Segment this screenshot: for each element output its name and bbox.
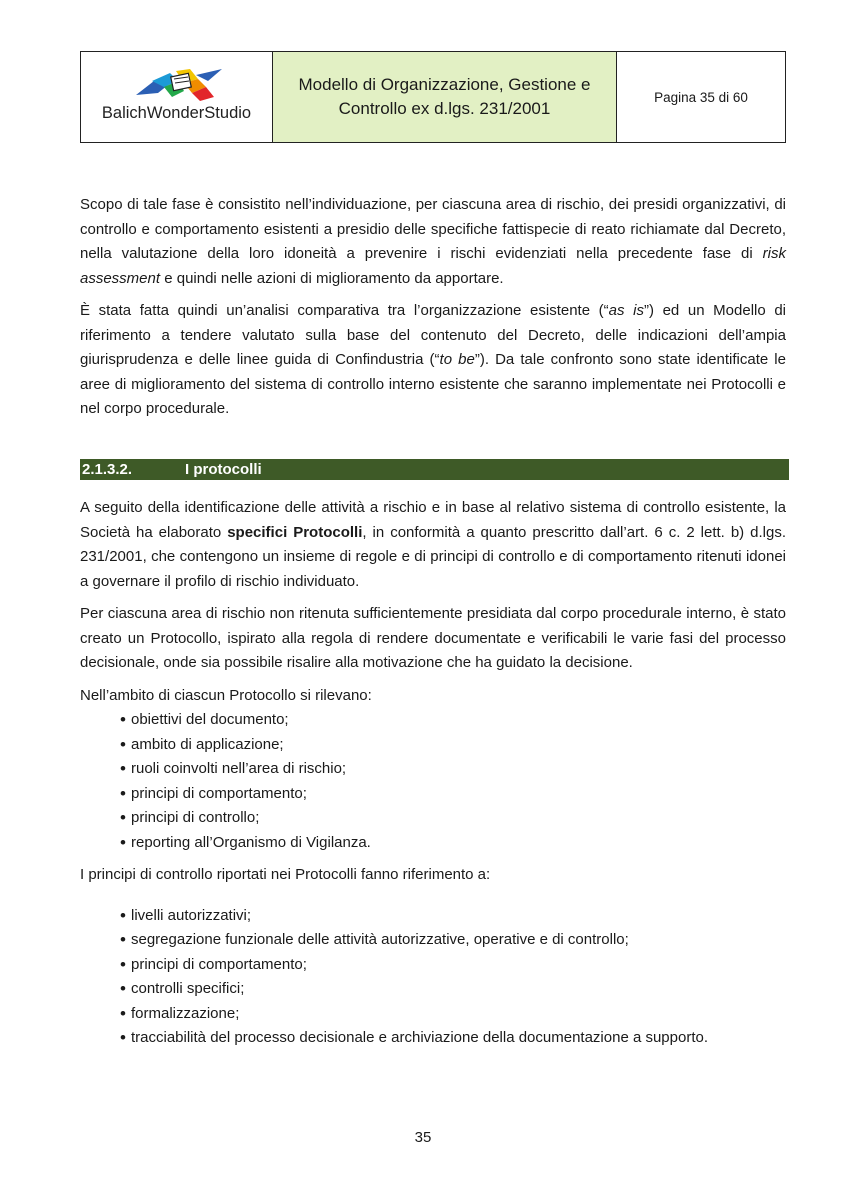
paragraph-control-principles: I principi di controllo riportati nei Protocolli fanno riferimento a: bbox=[80, 866, 491, 883]
paragraph-comparison bbox=[80, 299, 786, 422]
section-heading bbox=[80, 459, 789, 480]
logo-wordmark: BalichWonderStudio bbox=[101, 104, 252, 122]
list-item: • reporting all’Organismo di Vigilanza. bbox=[120, 831, 786, 856]
text-run: ”) ed un Modello di riferimento a tendere valutato sulla base del contenuto del Decreto, delle indicazioni dell’ampia giurisprudenza e delle linee guida di Confindustria (“ bbox=[80, 302, 787, 368]
text-run: È stata fatta quindi un’analisi comparativa tra l’organizzazione esistente (“ bbox=[80, 302, 609, 319]
paragraph-protocols bbox=[80, 496, 786, 594]
bold-run: specifici Protocolli bbox=[227, 523, 363, 541]
list-item: • tracciabilità del processo decisionale e archiviazione della documentazione a supporto. bbox=[120, 1026, 786, 1051]
list-item: • principi di controllo; bbox=[120, 806, 786, 831]
list-item: • principi di comportamento; bbox=[120, 953, 786, 978]
text-run: , in conformità a quanto prescritto dall’art. 6 c. 2 lett. b) d.lgs. 231/2001, che contengono un insieme di regole e di principi di controllo e di comportamento ritenuti idonei a governare il profilo di rischio individuato. bbox=[80, 523, 786, 590]
list-item: • principi di comportamento; bbox=[120, 782, 786, 807]
list-item: • controlli specifici; bbox=[120, 977, 786, 1002]
list-item: • ambito di applicazione; bbox=[120, 733, 786, 758]
italic-run: risk assessment bbox=[80, 245, 786, 287]
company-logo-icon bbox=[134, 67, 224, 103]
title-line-1: Modello di Organizzazione, Gestione e bbox=[298, 75, 591, 94]
text-run: A seguito della identificazione delle attività a rischio e in base al relativo sistema di controllo esistente, la Società ha elaborato bbox=[80, 499, 786, 541]
italic-run: as is bbox=[608, 302, 644, 319]
list-item: • obiettivi del documento; bbox=[120, 708, 786, 733]
page-number: 35 bbox=[414, 1129, 432, 1146]
section-title: I protocolli bbox=[185, 461, 262, 478]
list-item: • ruoli coinvolti nell’area di rischio; bbox=[120, 757, 786, 782]
list-item: • livelli autorizzativi; bbox=[120, 904, 786, 929]
page-header bbox=[80, 51, 786, 143]
section-content bbox=[80, 496, 786, 1059]
page-indicator: Pagina 35 di 60 bbox=[654, 89, 748, 105]
title-line-2: Controllo ex d.lgs. 231/2001 bbox=[338, 99, 551, 118]
document-title bbox=[273, 52, 617, 142]
header-logo-cell bbox=[81, 52, 273, 142]
text-run: ”). Da tale confronto sono state identificate le aree di miglioramento del sistema di controllo interno esistente che saranno implementate nei Protocolli e nel corpo procedurale. bbox=[80, 351, 786, 417]
intro-content bbox=[80, 193, 786, 422]
paragraph-scope bbox=[80, 193, 786, 291]
list-item: • segregazione funzionale delle attività autorizzative, operative e di controllo; bbox=[120, 928, 786, 953]
text-run: e quindi nelle azioni di miglioramento da apportare. bbox=[160, 269, 504, 287]
control-principles-list bbox=[80, 904, 786, 1051]
paragraph-list-intro: Nell’ambito di ciascun Protocollo si rilevano: bbox=[80, 686, 372, 704]
paragraph-risk-area: Per ciascuna area di rischio non ritenuta sufficientemente presidiata dal corpo procedurale interno, è stato creato un Protocollo, ispirato alla regola di rendere documentate e verificabili le varie fasi del processo decisionale, onde sia possibile risalire alla motivazione che ha guidato la decisione. bbox=[80, 605, 786, 671]
italic-run: to be bbox=[439, 351, 475, 368]
list-item: • formalizzazione; bbox=[120, 1002, 786, 1027]
section-number: 2.1.3.2. bbox=[82, 461, 133, 478]
text-run: Scopo di tale fase è consistito nell’individuazione, per ciascuna area di rischio, dei presidi organizzativi, di controllo e comportamento esistenti a presidio delle specifiche fattispecie di reato richiamate dal Decreto, nella valutazione della loro idoneità a prevenire i rischi evidenziati nella precedente fase di bbox=[80, 196, 786, 262]
protocol-contents-list bbox=[80, 708, 786, 855]
